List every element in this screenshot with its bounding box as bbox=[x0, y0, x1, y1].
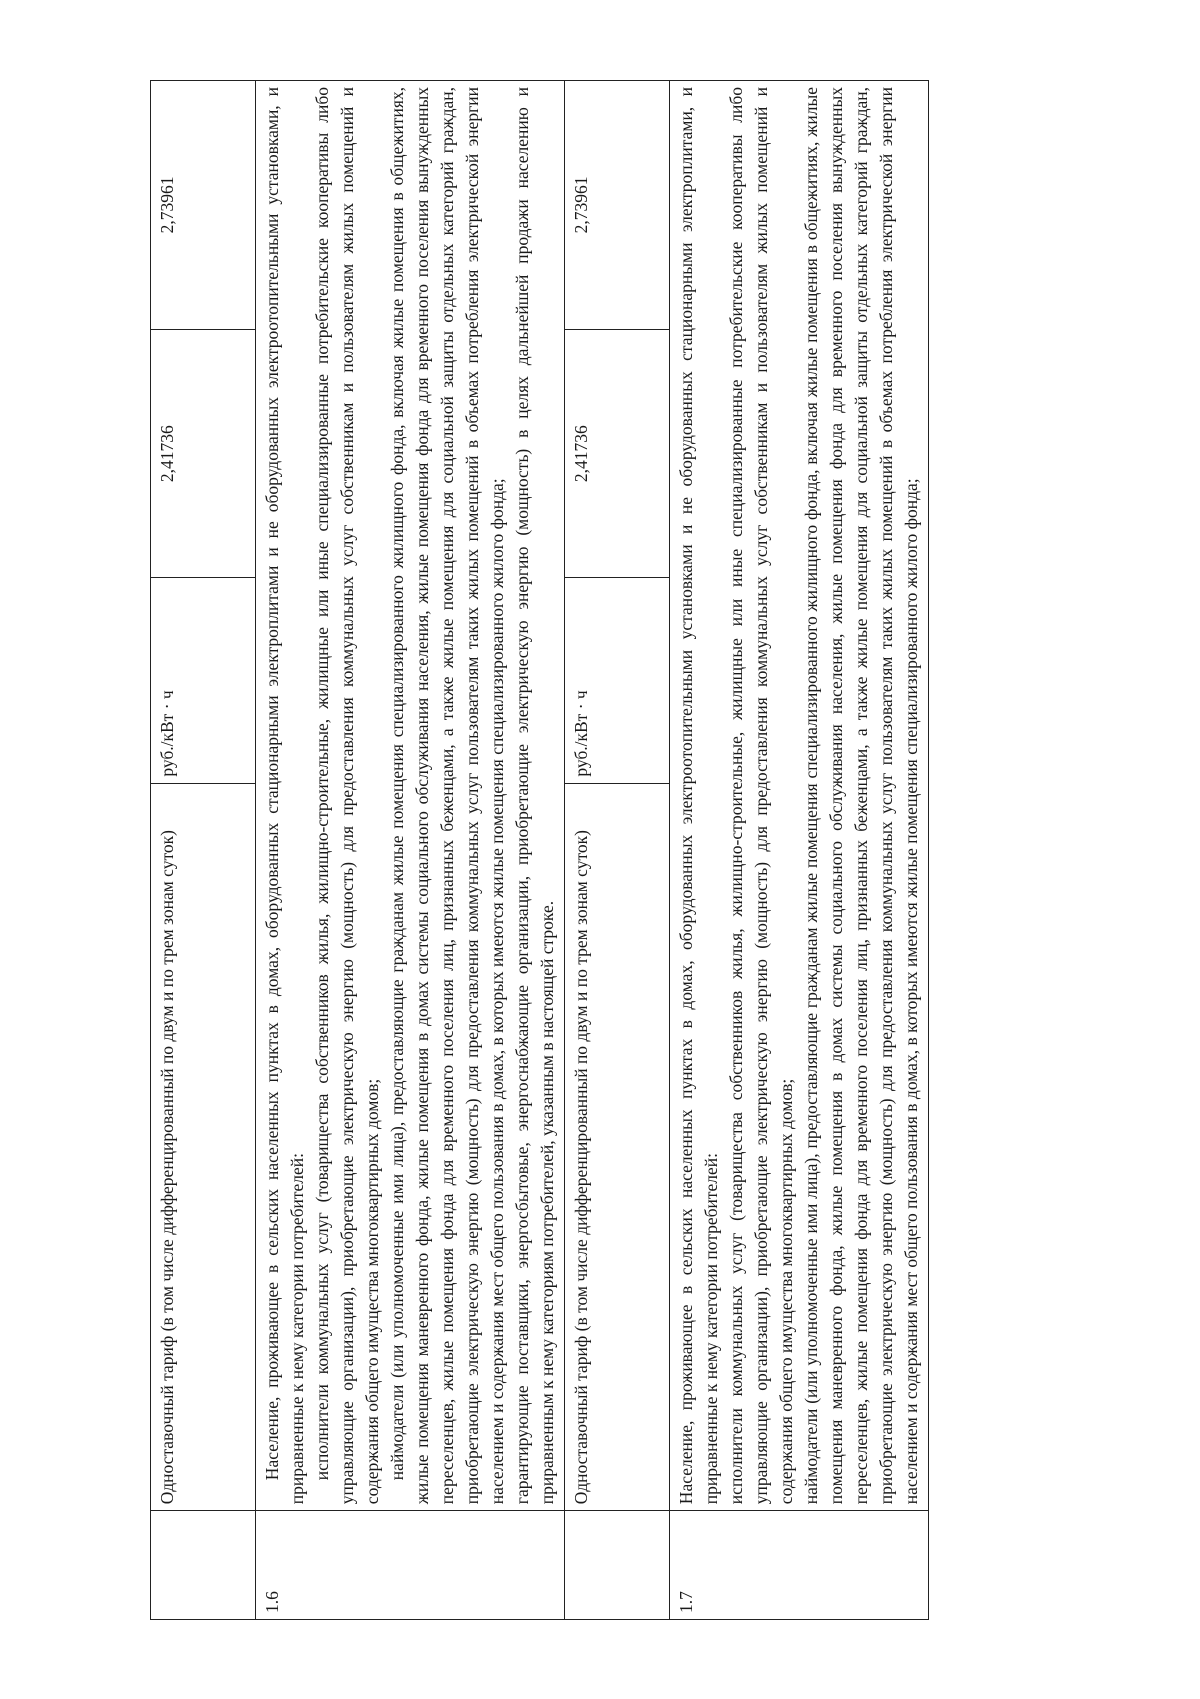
description-paragraph: гарантирующие поставщики, энергосбытовые, энергоснабжающие организации, приобретающие электрическую энергию (мощность) в целях дальнейшей продажи населению и приравненным к нему категориям потребителей, указанным в настоящей строке. bbox=[512, 87, 557, 1505]
tariff-row bbox=[151, 81, 256, 1620]
tariff-name: Одноставочный тариф (в том числе дифференцированный по двум и по трем зонам суток) bbox=[565, 783, 670, 1511]
row-number: 1.6 bbox=[256, 1511, 565, 1620]
description-paragraph: исполнители коммунальных услуг (товарищества собственников жилья, жилищно-строительные, жилищные или иные специализированные потребительские кооперативы либо управляющие организации), приобретающие электрическую энергию (мощность) для предоставления коммунальных услуг собственникам и пользователям жилых помещений и содержания общего имущества многоквартирных домов; bbox=[726, 87, 796, 1505]
row-number bbox=[565, 1511, 670, 1620]
tariff-row bbox=[565, 81, 670, 1620]
description-paragraph: наймодатели (или уполномоченные ими лица), предоставляющие гражданам жилые помещения специализированного жилищного фонда, включая жилые помещения в общежитиях, жилые помещения маневренного фонда, жилые помещения в домах системы социального обслуживания населения, жилые помещения фонда для временного поселения вынужденных переселенцев, жилые помещения фонда для временного поселения лиц, признанных беженцами, а также жилые помещения для социальной защиты отдельных категорий граждан, приобретающие электрическую энергию (мощность) для предоставления коммунальных услуг пользователям таких жилых помещений в объемах потребления электрической энергии населением и содержания мест общего пользования в домах, в которых имеются жилые помещения специализированного жилого фонда; bbox=[387, 87, 507, 1505]
category-description bbox=[256, 81, 565, 1511]
rotated-document-page bbox=[150, 80, 1070, 1620]
description-paragraph: Население, проживающее в сельских населенных пунктах в домах, оборудованных электроотопительными установками и не оборудованных стационарными электроплитами, и приравненные к нему категории потребителей: bbox=[676, 87, 721, 1505]
description-paragraph: исполнители коммунальных услуг (товарищества собственников жилья, жилищно-строительные, жилищные или иные специализированные потребительские кооперативы либо управляющие организации), приобретающие электрическую энергию (мощность) для предоставления коммунальных услуг собственникам и пользователям жилых помещений и содержания общего имущества многоквартирных домов; bbox=[312, 87, 382, 1505]
row-number bbox=[151, 1511, 256, 1620]
category-row bbox=[256, 81, 565, 1620]
description-paragraph: Население, проживающее в сельских населенных пунктах в домах, оборудованных стационарными электроплитами и не оборудованных электроотопительными установками, и приравненные к нему категории потребителей: bbox=[262, 87, 307, 1505]
row-number: 1.7 bbox=[670, 1511, 929, 1620]
tariff-value-first-half: 2,41736 bbox=[565, 329, 670, 578]
tariff-table bbox=[150, 80, 929, 1620]
tariff-value-second-half: 2,73961 bbox=[151, 81, 256, 330]
category-row bbox=[670, 81, 929, 1620]
tariff-value-first-half: 2,41736 bbox=[151, 329, 256, 578]
description-paragraph: наймодатели (или уполномоченные ими лица), предоставляющие гражданам жилые помещения специализированного жилищного фонда, включая жилые помещения в общежитиях, жилые помещения маневренного фонда, жилые помещения в домах системы социального обслуживания населения, жилые помещения фонда для временного поселения вынужденных переселенцев, жилые помещения фонда для временного поселения лиц, признанных беженцами, а также жилые помещения для социальной защиты отдельных категорий граждан, приобретающие электрическую энергию (мощность) для предоставления коммунальных услуг пользователям таких жилых помещений в объемах потребления электрической энергии населением и содержания мест общего пользования в домах, в которых имеются жилые помещения специализированного жилого фонда; bbox=[801, 87, 921, 1505]
category-description bbox=[670, 81, 929, 1511]
tariff-unit: руб./кВт · ч bbox=[151, 578, 256, 783]
tariff-unit: руб./кВт · ч bbox=[565, 578, 670, 783]
tariff-name: Одноставочный тариф (в том числе дифференцированный по двум и по трем зонам суток) bbox=[151, 783, 256, 1511]
tariff-value-second-half: 2,73961 bbox=[565, 81, 670, 330]
